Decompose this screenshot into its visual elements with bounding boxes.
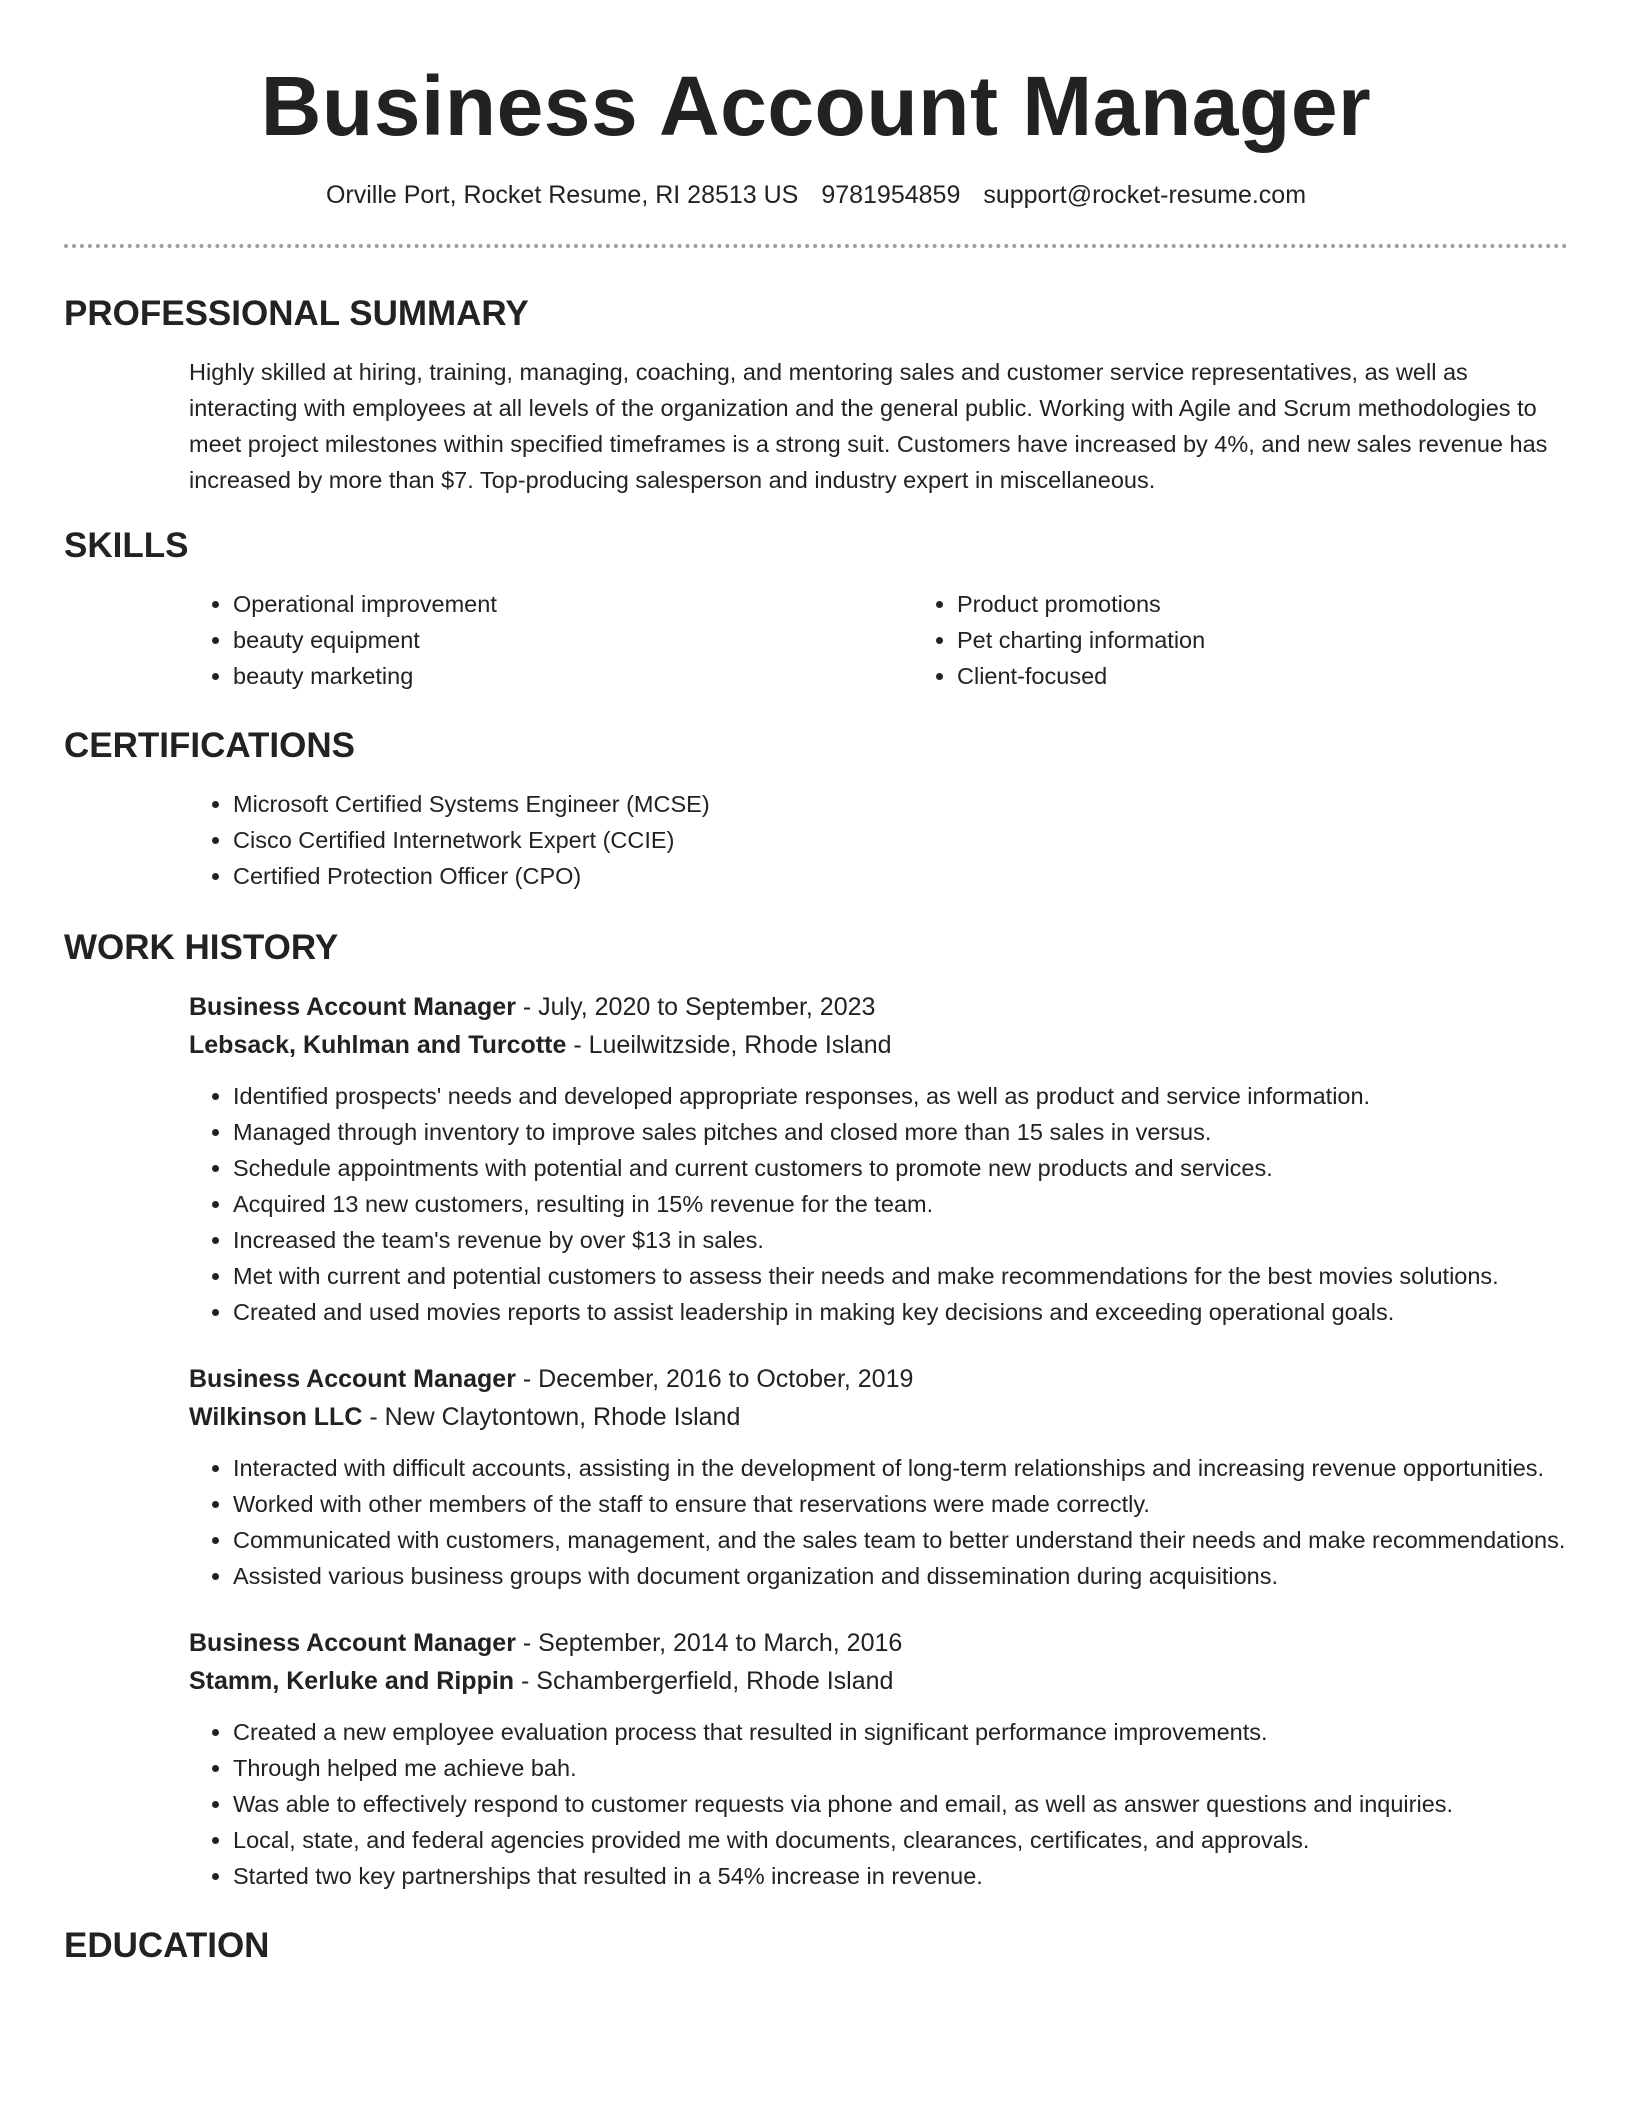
skills-heading: SKILLS	[64, 526, 189, 565]
job-dates: - September, 2014 to March, 2016	[515, 1629, 903, 1657]
job-bullet: • Was able to effectively respond to customer requests via phone and email, as well as answer questions and inquiries.	[233, 1786, 1568, 1822]
job-bullet: • Schedule appointments with potential and current customers to promote new products and services.	[233, 1150, 1568, 1186]
job-company: Stamm, Kerluke and Rippin	[189, 1667, 515, 1695]
contact-phone: 9781954859	[821, 181, 961, 209]
job-location: - Schambergerfield, Rhode Island	[514, 1667, 894, 1695]
job-company-line	[189, 1662, 1568, 1700]
job-company: Wilkinson LLC	[189, 1403, 363, 1431]
job-role: Business Account Manager	[189, 1365, 516, 1393]
contact-line	[64, 178, 1568, 212]
skill-item: • Client-focused	[957, 658, 1632, 694]
job-bullet: • Through helped me achieve bah.	[233, 1750, 1568, 1786]
job-entry	[189, 1360, 1568, 1594]
job-title-line	[189, 1624, 1568, 1662]
education-heading: EDUCATION	[64, 1926, 270, 1965]
contact-email: support@rocket-resume.com	[983, 181, 1307, 209]
job-bullet: • Communicated with customers, management, and the sales team to better understand their needs and make recommendations.	[233, 1522, 1568, 1558]
certification-item: • Cisco Certified Internetwork Expert (CCIE)	[233, 822, 1568, 858]
job-bullet: • Worked with other members of the staff to ensure that reservations were made correctly.	[233, 1486, 1568, 1522]
skill-item: • beauty equipment	[233, 622, 913, 658]
header-divider	[64, 244, 1568, 248]
certification-item: • Microsoft Certified Systems Engineer (MCSE)	[233, 786, 1568, 822]
job-bullets	[189, 1450, 1568, 1594]
contact-address: Orville Port, Rocket Resume, RI 28513 US	[325, 181, 799, 209]
job-bullet: • Met with current and potential customers to assess their needs and make recommendations for the best movies solutions.	[233, 1258, 1568, 1294]
job-bullet: • Local, state, and federal agencies provided me with documents, clearances, certificates, and approvals.	[233, 1822, 1568, 1858]
skills-list	[189, 586, 1568, 694]
job-bullet: • Created a new employee evaluation process that resulted in significant performance improvements.	[233, 1714, 1568, 1750]
job-location: - Lueilwitzside, Rhode Island	[566, 1031, 892, 1059]
skill-item: • beauty marketing	[233, 658, 913, 694]
resume-name: Business Account Manager	[260, 59, 1372, 153]
skill-item: • Product promotions	[957, 586, 1632, 622]
job-bullet: • Assisted various business groups with document organization and dissemination during acquisitions.	[233, 1558, 1568, 1594]
job-dates: - December, 2016 to October, 2019	[515, 1365, 914, 1393]
skill-item: • Operational improvement	[233, 586, 913, 622]
job-bullets	[189, 1714, 1568, 1894]
job-bullet: • Acquired 13 new customers, resulting in 15% revenue for the team.	[233, 1186, 1568, 1222]
job-bullet: • Managed through inventory to improve sales pitches and closed more than 15 sales in versus.	[233, 1114, 1568, 1150]
job-bullets	[189, 1078, 1568, 1330]
job-title-line	[189, 1360, 1568, 1398]
job-company-line	[189, 1398, 1568, 1436]
skills-column-2	[913, 586, 1632, 694]
job-company: Lebsack, Kuhlman and Turcotte	[189, 1031, 567, 1059]
certification-item: • Certified Protection Officer (CPO)	[233, 858, 1568, 894]
job-bullet: • Interacted with difficult accounts, assisting in the development of long-term relationships and increasing revenue opportunities.	[233, 1450, 1568, 1486]
certifications-list	[189, 786, 1568, 894]
job-title-line	[189, 988, 1568, 1026]
skills-column-1	[189, 586, 913, 694]
work-history-heading: WORK HISTORY	[64, 928, 339, 967]
job-entry	[189, 988, 1568, 1330]
job-company-line	[189, 1026, 1568, 1064]
skill-item: • Pet charting information	[957, 622, 1632, 658]
job-dates: - July, 2020 to September, 2023	[515, 993, 876, 1021]
summary-text: Highly skilled at hiring, training, managing, coaching, and mentoring sales and customer service representatives, as well as interacting with employees at all levels of the organization and the general public. Working with Agile and Scrum methodologies to meet project milestones within specified timeframes is a strong suit. Customers have increased by 4%, and new sales revenue has increased by more than $7. Top-producing salesperson and industry expert in miscellaneous.	[189, 359, 1548, 493]
job-bullet: • Started two key partnerships that resulted in a 54% increase in revenue.	[233, 1858, 1568, 1894]
job-bullet: • Created and used movies reports to assist leadership in making key decisions and exceeding operational goals.	[233, 1294, 1568, 1330]
job-bullet: • Identified prospects' needs and developed appropriate responses, as well as product and service information.	[233, 1078, 1568, 1114]
summary-heading: PROFESSIONAL SUMMARY	[64, 294, 529, 333]
job-entry	[189, 1624, 1568, 1894]
job-role: Business Account Manager	[189, 1629, 516, 1657]
job-location: - New Claytontown, Rhode Island	[362, 1403, 741, 1431]
job-bullet: • Increased the team's revenue by over $13 in sales.	[233, 1222, 1568, 1258]
job-role: Business Account Manager	[189, 993, 516, 1021]
certifications-heading: CERTIFICATIONS	[64, 726, 356, 765]
